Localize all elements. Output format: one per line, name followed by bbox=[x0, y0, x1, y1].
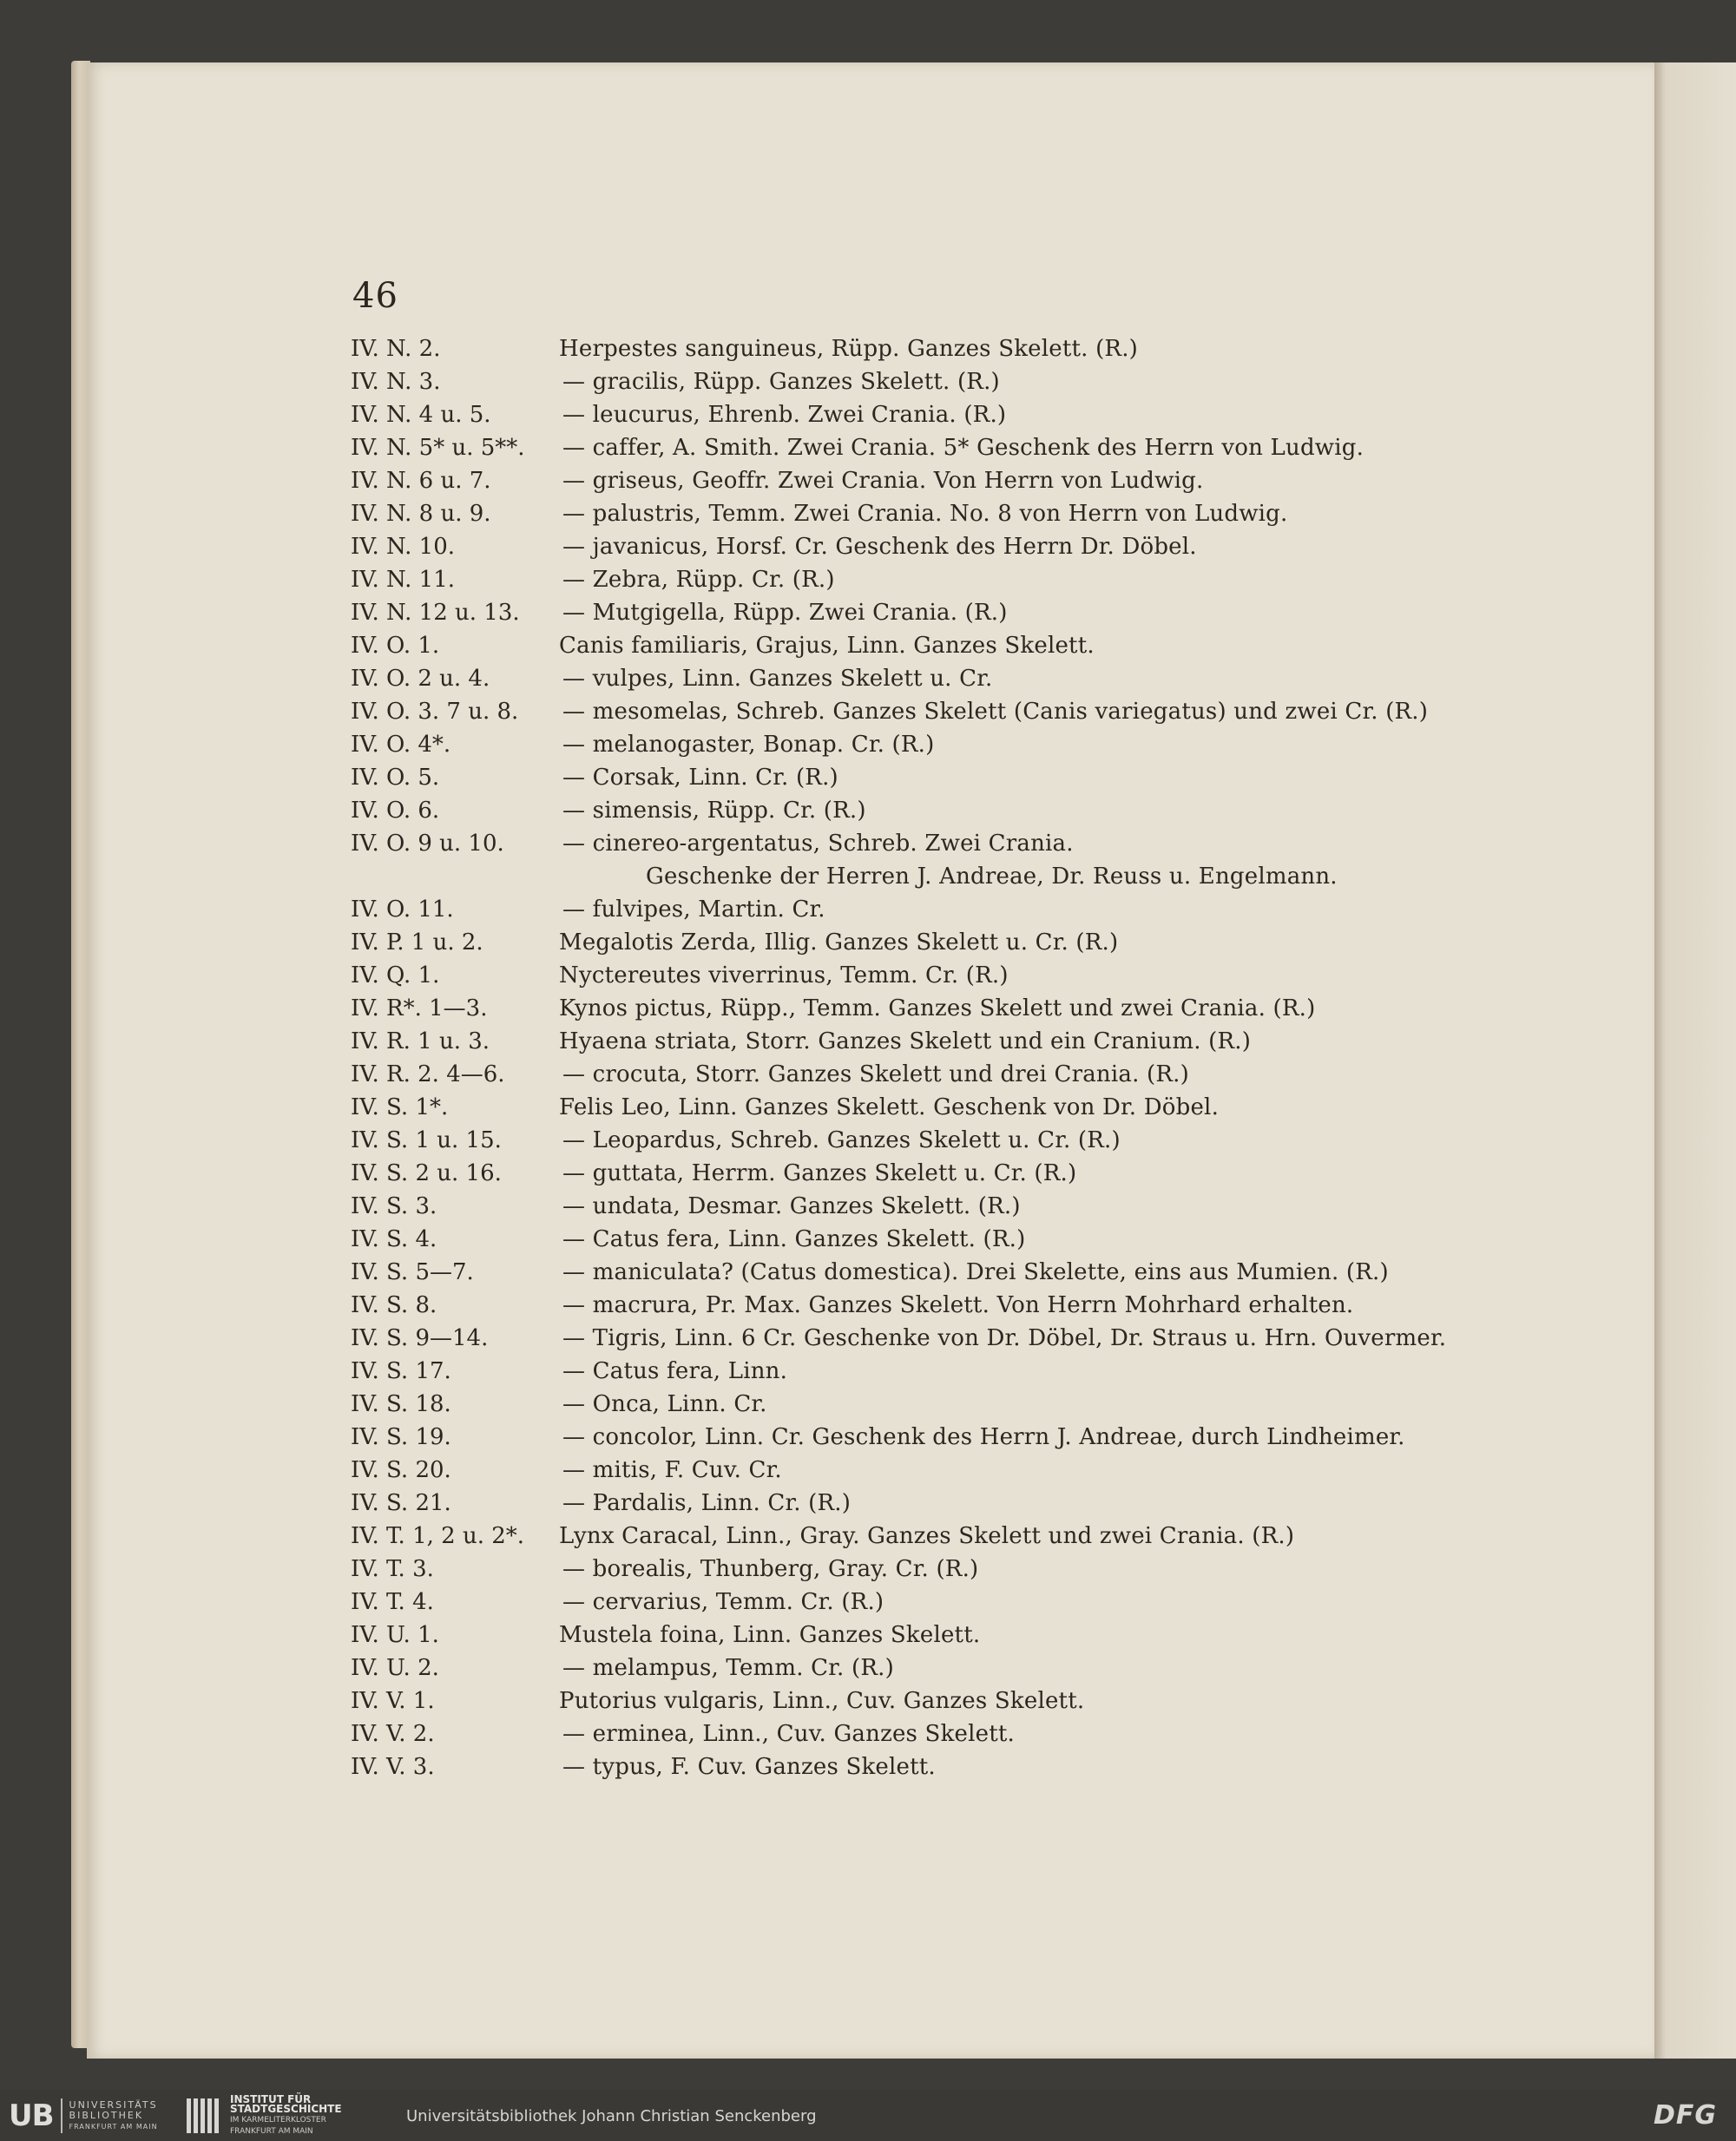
entry-row bbox=[351, 992, 1522, 1025]
entry-description: — Mutgigella, Rüpp. Zwei Crania. (R.) bbox=[562, 600, 1008, 626]
entry-description: Kynos pictus, Rüpp., Temm. Ganzes Skelett und zwei Crania. (R.) bbox=[559, 995, 1316, 1021]
entry-row bbox=[351, 1157, 1522, 1190]
entry-description: Herpestes sanguineus, Rüpp. Ganzes Skelett. (R.) bbox=[559, 336, 1139, 362]
ub-line: UNIVERSITÄTS bbox=[69, 2098, 158, 2111]
entry-code: IV. O. 2 u. 4. bbox=[351, 666, 490, 692]
entry-description: Nyctereutes viverrinus, Temm. Cr. (R.) bbox=[559, 962, 1009, 988]
entry-row bbox=[351, 695, 1522, 728]
inst-line: STADTGESCHICHTE bbox=[230, 2103, 342, 2115]
entry-description: — griseus, Geoffr. Zwei Crania. Von Herrn von Ludwig. bbox=[562, 468, 1204, 494]
entry-code: IV. S. 17. bbox=[351, 1358, 451, 1384]
page-number: 46 bbox=[352, 276, 398, 316]
entry-description: — borealis, Thunberg, Gray. Cr. (R.) bbox=[562, 1556, 979, 1582]
entry-code: IV. O. 5. bbox=[351, 765, 440, 791]
entry-code: IV. S. 19. bbox=[351, 1424, 451, 1450]
entry-row bbox=[351, 596, 1522, 629]
ub-line: FRANKFURT AM MAIN bbox=[69, 2122, 158, 2131]
entry-row bbox=[351, 464, 1522, 497]
entry-description: — typus, F. Cuv. Ganzes Skelett. bbox=[562, 1754, 936, 1780]
entry-row bbox=[351, 497, 1522, 530]
entry-row bbox=[351, 1652, 1522, 1685]
entry-description: — gracilis, Rüpp. Ganzes Skelett. (R.) bbox=[562, 369, 1000, 395]
entry-description: Mustela foina, Linn. Ganzes Skelett. bbox=[559, 1622, 981, 1648]
entry-code: IV. P. 1 u. 2. bbox=[351, 929, 483, 956]
institut-logo[interactable] bbox=[187, 2093, 342, 2136]
entry-description: — macrura, Pr. Max. Ganzes Skelett. Von Herrn Mohrhard erhalten. bbox=[562, 1292, 1354, 1318]
entry-description: Lynx Caracal, Linn., Gray. Ganzes Skelett und zwei Crania. (R.) bbox=[559, 1523, 1295, 1549]
entry-description: — Tigris, Linn. 6 Cr. Geschenke von Dr. Döbel, Dr. Straus u. Hrn. Ouvermer. bbox=[562, 1325, 1447, 1351]
entry-code: IV. N. 10. bbox=[351, 534, 455, 560]
entry-code: IV. N. 5* u. 5**. bbox=[351, 435, 525, 461]
entry-code: IV. S. 20. bbox=[351, 1457, 451, 1483]
entry-row bbox=[351, 662, 1522, 695]
entry-row bbox=[351, 1289, 1522, 1322]
next-page-edge bbox=[1654, 62, 1736, 2059]
entry-code: IV. N. 8 u. 9. bbox=[351, 501, 491, 527]
entry-code: IV. U. 2. bbox=[351, 1655, 439, 1681]
entry-description: — melampus, Temm. Cr. (R.) bbox=[562, 1655, 894, 1681]
entry-row bbox=[351, 365, 1522, 398]
entry-description: Putorius vulgaris, Linn., Cuv. Ganzes Skelett. bbox=[559, 1688, 1085, 1714]
entry-code: IV. S. 2 u. 16. bbox=[351, 1160, 502, 1186]
entry-description: — fulvipes, Martin. Cr. bbox=[562, 896, 825, 923]
entry-row bbox=[351, 398, 1522, 431]
entry-row bbox=[351, 794, 1522, 827]
entry-description: — cervarius, Temm. Cr. (R.) bbox=[562, 1589, 884, 1615]
entry-code: IV. R*. 1—3. bbox=[351, 995, 488, 1021]
entry-description: — cinereo-argentatus, Schreb. Zwei Crania. bbox=[562, 831, 1074, 857]
entry-description: — concolor, Linn. Cr. Geschenk des Herrn J. Andreae, durch Lindheimer. bbox=[562, 1424, 1405, 1450]
entry-description: — Corsak, Linn. Cr. (R.) bbox=[562, 765, 838, 791]
entry-description: — maniculata? (Catus domestica). Drei Skelette, eins aus Mumien. (R.) bbox=[562, 1259, 1389, 1285]
entry-description: — javanicus, Horsf. Cr. Geschenk des Herrn Dr. Döbel. bbox=[562, 534, 1197, 560]
entry-description: Canis familiaris, Grajus, Linn. Ganzes Skelett. bbox=[559, 633, 1095, 659]
catalogue-entries bbox=[351, 332, 1522, 1783]
ub-text bbox=[69, 2100, 158, 2132]
footer-bar bbox=[0, 2090, 1736, 2141]
entry-code: IV. S. 5—7. bbox=[351, 1259, 474, 1285]
entry-code: IV. S. 18. bbox=[351, 1391, 451, 1417]
entry-row bbox=[351, 893, 1522, 926]
entry-row bbox=[351, 860, 1522, 893]
entry-description: — erminea, Linn., Cuv. Ganzes Skelett. bbox=[562, 1721, 1015, 1747]
entry-description: — leucurus, Ehrenb. Zwei Crania. (R.) bbox=[562, 402, 1007, 428]
entry-row bbox=[351, 1421, 1522, 1454]
entry-code: IV. O. 1. bbox=[351, 633, 440, 659]
entry-row bbox=[351, 1256, 1522, 1289]
entry-code: IV. S. 3. bbox=[351, 1193, 437, 1219]
entry-description: Hyaena striata, Storr. Ganzes Skelett und ein Cranium. (R.) bbox=[559, 1028, 1252, 1054]
entry-description: — palustris, Temm. Zwei Crania. No. 8 von Herrn von Ludwig. bbox=[562, 501, 1288, 527]
entry-code: IV. R. 1 u. 3. bbox=[351, 1028, 490, 1054]
entry-row bbox=[351, 1388, 1522, 1421]
entry-description: — Pardalis, Linn. Cr. (R.) bbox=[562, 1490, 852, 1516]
entry-code: IV. N. 2. bbox=[351, 336, 441, 362]
entry-code: IV. O. 3. 7 u. 8. bbox=[351, 699, 519, 725]
entry-row bbox=[351, 629, 1522, 662]
library-title: Universitätsbibliothek Johann Christian Senckenberg bbox=[406, 2107, 817, 2125]
entry-description: — caffer, A. Smith. Zwei Crania. 5* Geschenk des Herrn von Ludwig. bbox=[562, 435, 1364, 461]
entry-code: IV. N. 11. bbox=[351, 567, 455, 593]
entry-description: — Catus fera, Linn. Ganzes Skelett. (R.) bbox=[562, 1226, 1026, 1252]
entry-code: IV. N. 3. bbox=[351, 369, 441, 395]
entry-row bbox=[351, 761, 1522, 794]
ub-mark: UB bbox=[9, 2098, 62, 2133]
entry-row bbox=[351, 1223, 1522, 1256]
ub-line: BIBLIOTHEK bbox=[69, 2109, 144, 2121]
dfg-logo[interactable]: DFG bbox=[1653, 2100, 1717, 2131]
entry-description: — mitis, F. Cuv. Cr. bbox=[562, 1457, 782, 1483]
entry-code: IV. S. 1*. bbox=[351, 1094, 449, 1120]
entry-row bbox=[351, 1124, 1522, 1157]
institut-text bbox=[230, 2095, 342, 2137]
entry-code: IV. S. 9—14. bbox=[351, 1325, 489, 1351]
inst-line: IM KARMELITERKLOSTER bbox=[230, 2116, 326, 2125]
entry-row bbox=[351, 1091, 1522, 1124]
entry-code: IV. U. 1. bbox=[351, 1622, 439, 1648]
entry-row bbox=[351, 728, 1522, 761]
entry-description: Megalotis Zerda, Illig. Ganzes Skelett u. Cr. (R.) bbox=[559, 929, 1119, 956]
entry-row bbox=[351, 1322, 1522, 1355]
entry-code: IV. S. 4. bbox=[351, 1226, 437, 1252]
entry-code: IV. O. 6. bbox=[351, 798, 440, 824]
entry-row bbox=[351, 1058, 1522, 1091]
entry-code: IV. S. 21. bbox=[351, 1490, 451, 1516]
entry-code: IV. R. 2. 4—6. bbox=[351, 1061, 505, 1087]
entry-code: IV. N. 4 u. 5. bbox=[351, 402, 491, 428]
entry-code: IV. N. 12 u. 13. bbox=[351, 600, 520, 626]
entry-description: — Leopardus, Schreb. Ganzes Skelett u. Cr. (R.) bbox=[562, 1127, 1121, 1153]
entry-row bbox=[351, 1619, 1522, 1652]
entry-code: IV. O. 9 u. 10. bbox=[351, 831, 504, 857]
entry-description: Felis Leo, Linn. Ganzes Skelett. Geschenk von Dr. Döbel. bbox=[559, 1094, 1220, 1120]
entry-row bbox=[351, 1025, 1522, 1058]
entry-row bbox=[351, 1487, 1522, 1520]
entry-row bbox=[351, 1685, 1522, 1717]
entry-code: IV. S. 8. bbox=[351, 1292, 437, 1318]
entry-description: — guttata, Herrm. Ganzes Skelett u. Cr. (R.) bbox=[562, 1160, 1077, 1186]
entry-row bbox=[351, 959, 1522, 992]
entry-row bbox=[351, 1586, 1522, 1619]
entry-row bbox=[351, 827, 1522, 860]
entry-description: — melanogaster, Bonap. Cr. (R.) bbox=[562, 732, 935, 758]
entry-code: IV. S. 1 u. 15. bbox=[351, 1127, 502, 1153]
entry-code: IV. N. 6 u. 7. bbox=[351, 468, 491, 494]
entry-description: — mesomelas, Schreb. Ganzes Skelett (Canis variegatus) und zwei Cr. (R.) bbox=[562, 699, 1429, 725]
entry-code: IV. V. 2. bbox=[351, 1721, 435, 1747]
entry-code: IV. T. 1, 2 u. 2*. bbox=[351, 1523, 525, 1549]
entry-row bbox=[351, 530, 1522, 563]
entry-row bbox=[351, 1454, 1522, 1487]
entry-code: IV. O. 11. bbox=[351, 896, 454, 923]
ub-logo[interactable] bbox=[9, 2098, 158, 2133]
entry-row bbox=[351, 1190, 1522, 1223]
entry-row bbox=[351, 1355, 1522, 1388]
inst-line: FRANKFURT AM MAIN bbox=[230, 2127, 313, 2136]
entry-row bbox=[351, 1520, 1522, 1553]
entry-description: — undata, Desmar. Ganzes Skelett. (R.) bbox=[562, 1193, 1021, 1219]
entry-code: IV. Q. 1. bbox=[351, 962, 440, 988]
entry-row bbox=[351, 1750, 1522, 1783]
institut-mark-icon bbox=[187, 2098, 221, 2133]
entry-code: IV. T. 3. bbox=[351, 1556, 434, 1582]
entry-code: IV. V. 1. bbox=[351, 1688, 435, 1714]
entry-row bbox=[351, 431, 1522, 464]
entry-code: IV. O. 4*. bbox=[351, 732, 451, 758]
inst-line: INSTITUT FÜR bbox=[230, 2093, 312, 2105]
entry-code: IV. V. 3. bbox=[351, 1754, 435, 1780]
entry-description: — Catus fera, Linn. bbox=[562, 1358, 788, 1384]
entry-description: — Zebra, Rüpp. Cr. (R.) bbox=[562, 567, 835, 593]
entry-code: IV. T. 4. bbox=[351, 1589, 434, 1615]
entry-description: — vulpes, Linn. Ganzes Skelett u. Cr. bbox=[562, 666, 993, 692]
entry-description: — simensis, Rüpp. Cr. (R.) bbox=[562, 798, 866, 824]
entry-row bbox=[351, 563, 1522, 596]
entry-description: Geschenke der Herren J. Andreae, Dr. Reuss u. Engelmann. bbox=[646, 864, 1338, 890]
entry-description: — Onca, Linn. Cr. bbox=[562, 1391, 767, 1417]
entry-row bbox=[351, 332, 1522, 365]
entry-row bbox=[351, 926, 1522, 959]
entry-row bbox=[351, 1553, 1522, 1586]
entry-description: — crocuta, Storr. Ganzes Skelett und drei Crania. (R.) bbox=[562, 1061, 1189, 1087]
entry-row bbox=[351, 1717, 1522, 1750]
